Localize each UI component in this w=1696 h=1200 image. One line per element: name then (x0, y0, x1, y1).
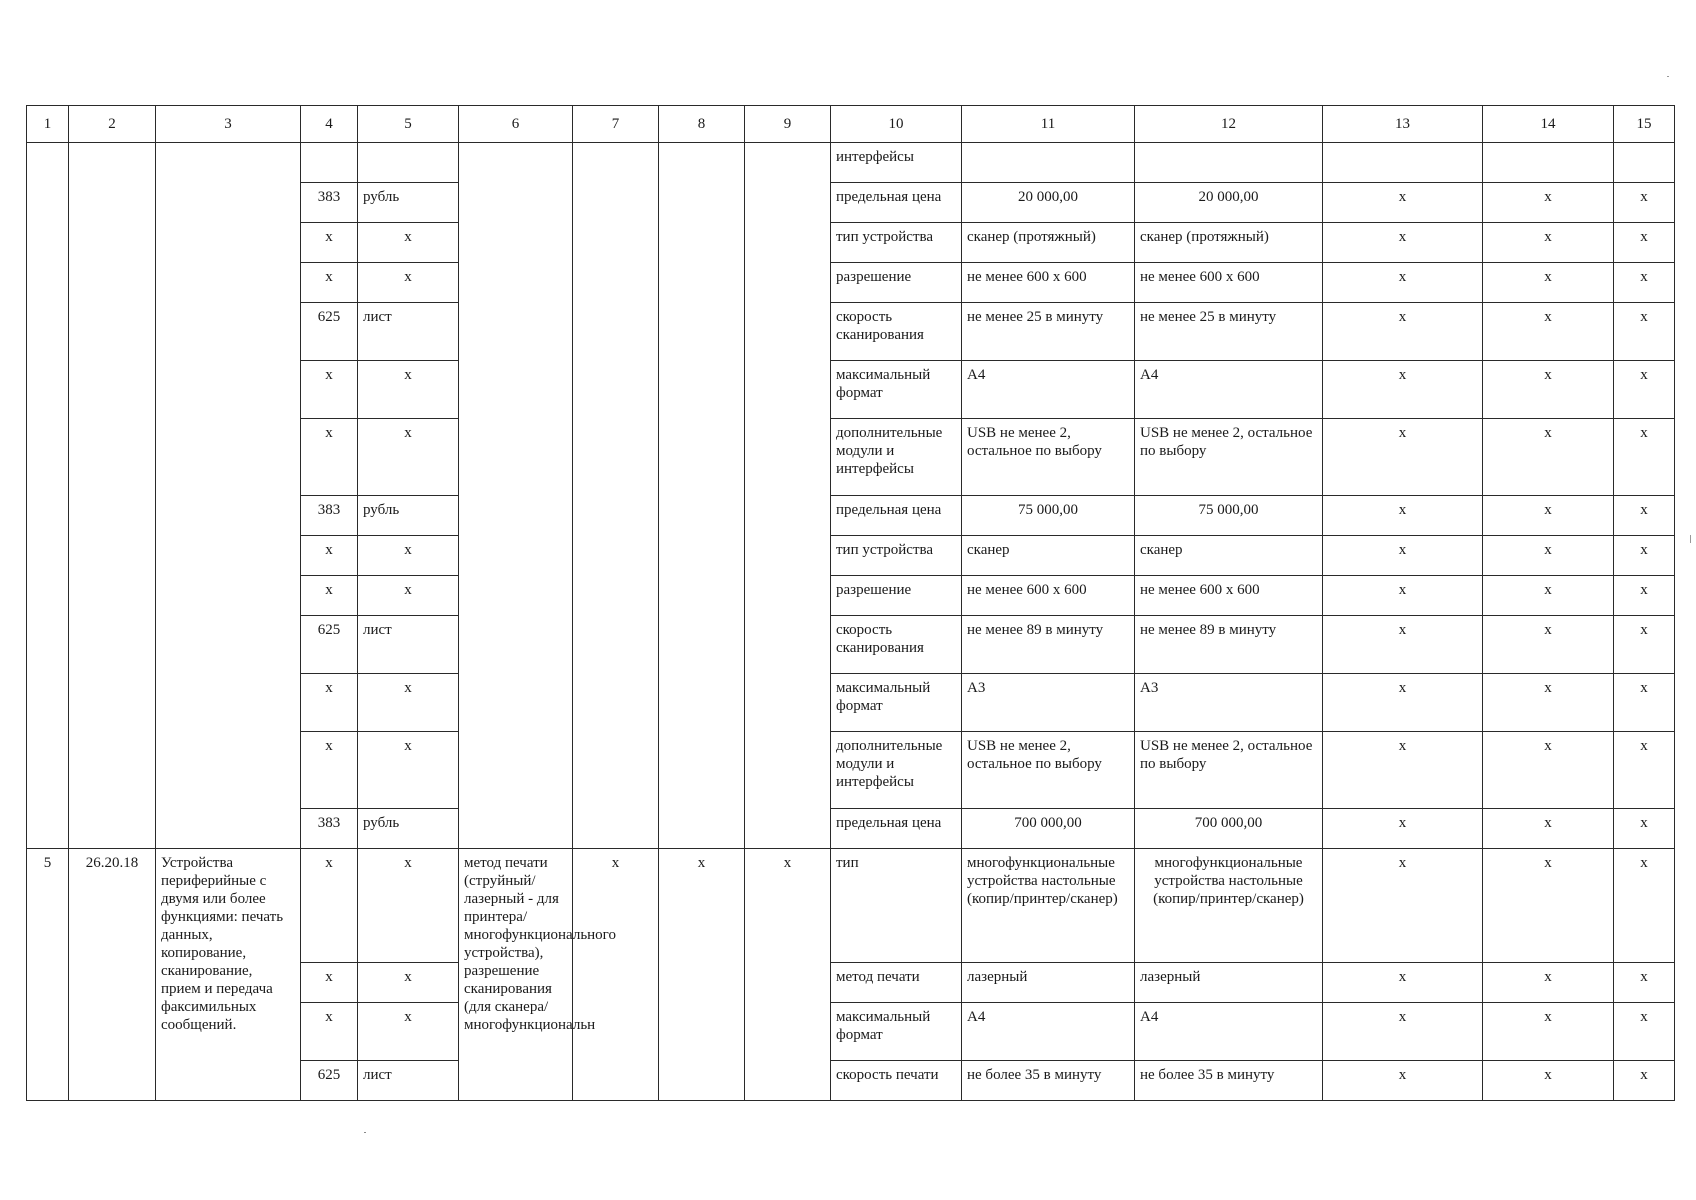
col-13-value: x (1323, 223, 1483, 263)
col-14-value: x (1483, 1003, 1614, 1061)
col-13-value: x (1323, 263, 1483, 303)
column-header: 13 (1323, 106, 1483, 143)
unit-name: лист (358, 616, 459, 674)
col-13-value: x (1323, 809, 1483, 849)
col-15-value: x (1614, 183, 1675, 223)
unit-name: x (358, 674, 459, 732)
param-value-agency: не менее 600 x 600 (1135, 263, 1323, 303)
cont-col-9 (745, 143, 831, 849)
unit-name: x (358, 963, 459, 1003)
cont-col-7 (573, 143, 659, 849)
col-14-value: x (1483, 732, 1614, 809)
param-value-agency: USB не менее 2, остальное по выбору (1135, 732, 1323, 809)
param-value-gov: лазерный (962, 963, 1135, 1003)
param-value-gov: А4 (962, 361, 1135, 419)
param-name: предельная цена (831, 809, 962, 849)
unit-name: лист (358, 1061, 459, 1101)
param-name: скорость печати (831, 1061, 962, 1101)
column-header: 10 (831, 106, 962, 143)
param-name: тип (831, 849, 962, 963)
table-row (27, 143, 1675, 183)
column-header: 11 (962, 106, 1135, 143)
column-header: 5 (358, 106, 459, 143)
param-name: разрешение (831, 263, 962, 303)
okei-code: 625 (301, 616, 358, 674)
param-value-gov: не менее 600 x 600 (962, 576, 1135, 616)
col-14-value: x (1483, 223, 1614, 263)
column-header: 4 (301, 106, 358, 143)
col-15-value (1614, 143, 1675, 183)
col-13-value: x (1323, 732, 1483, 809)
col-13-value: x (1323, 674, 1483, 732)
okei-code: x (301, 732, 358, 809)
col-15-value: x (1614, 1003, 1675, 1061)
col-13-value: x (1323, 303, 1483, 361)
param-name: скорость сканирования (831, 303, 962, 361)
col-15-value: x (1614, 732, 1675, 809)
col-15-value: x (1614, 616, 1675, 674)
col-14-value (1483, 143, 1614, 183)
spec-table (26, 105, 1675, 1101)
okei-code (301, 143, 358, 183)
param-name: дополнительные модули и интерфейсы (831, 732, 962, 809)
col-14-value: x (1483, 849, 1614, 963)
okei-code: x (301, 674, 358, 732)
okei-code: 383 (301, 183, 358, 223)
unit-name: x (358, 536, 459, 576)
okpd2-code: 26.20.18 (69, 849, 156, 1101)
param-value-gov: 75 000,00 (962, 496, 1135, 536)
spec-table-sheet (26, 105, 1675, 1101)
col-14-value: x (1483, 963, 1614, 1003)
unit-name: лист (358, 303, 459, 361)
item-col-7: x (573, 849, 659, 1101)
param-name: максимальный формат (831, 674, 962, 732)
unit-name: x (358, 263, 459, 303)
param-value-agency: А3 (1135, 674, 1323, 732)
param-name: интерфейсы (831, 143, 962, 183)
col-14-value: x (1483, 496, 1614, 536)
column-header: 12 (1135, 106, 1323, 143)
column-header: 2 (69, 106, 156, 143)
unit-name: рубль (358, 496, 459, 536)
param-value-agency: 700 000,00 (1135, 809, 1323, 849)
column-header: 15 (1614, 106, 1675, 143)
col-15-value: x (1614, 1061, 1675, 1101)
unit-name: рубль (358, 809, 459, 849)
param-name: тип устройства (831, 223, 962, 263)
param-value-agency: USB не менее 2, остальное по выбору (1135, 419, 1323, 496)
item-col-9: x (745, 849, 831, 1101)
unit-name: x (358, 732, 459, 809)
cont-col-3 (156, 143, 301, 849)
col-15-value: x (1614, 849, 1675, 963)
unit-name: x (358, 223, 459, 263)
col-14-value: x (1483, 361, 1614, 419)
column-header: 3 (156, 106, 301, 143)
item-note: метод печати (струйный/лазерный - для принтера/многофункционального устройства), разрешение сканирования (для сканера/многофункциональн (459, 849, 573, 1101)
col-15-value: x (1614, 361, 1675, 419)
col-15-value: x (1614, 419, 1675, 496)
okei-code: 625 (301, 1061, 358, 1101)
column-header: 9 (745, 106, 831, 143)
okei-code: x (301, 1003, 358, 1061)
col-14-value: x (1483, 674, 1614, 732)
col-13-value: x (1323, 1061, 1483, 1101)
col-13-value: x (1323, 536, 1483, 576)
item-col-8: x (659, 849, 745, 1101)
scan-speck (1667, 76, 1669, 77)
okei-code: x (301, 263, 358, 303)
col-15-value: x (1614, 536, 1675, 576)
col-14-value: x (1483, 809, 1614, 849)
param-value-agency: 20 000,00 (1135, 183, 1323, 223)
unit-name: x (358, 576, 459, 616)
okei-code: 383 (301, 809, 358, 849)
col-14-value: x (1483, 536, 1614, 576)
param-value-gov: не менее 600 x 600 (962, 263, 1135, 303)
param-value-gov: не более 35 в минуту (962, 1061, 1135, 1101)
column-header: 7 (573, 106, 659, 143)
table-row (27, 849, 1675, 963)
param-name: предельная цена (831, 183, 962, 223)
cont-col-8 (659, 143, 745, 849)
col-13-value: x (1323, 963, 1483, 1003)
param-value-gov: 700 000,00 (962, 809, 1135, 849)
param-value-gov: не менее 89 в минуту (962, 616, 1135, 674)
item-name: Устройства периферийные с двумя или более функциями: печать данных, копирование, сканирование, прием и передача факсимильных сообщений. (156, 849, 301, 1101)
param-name: скорость сканирования (831, 616, 962, 674)
unit-name: x (358, 849, 459, 963)
param-value-agency: 75 000,00 (1135, 496, 1323, 536)
param-value-gov: сканер (962, 536, 1135, 576)
param-value-agency: сканер (протяжный) (1135, 223, 1323, 263)
unit-name (358, 143, 459, 183)
col-15-value: x (1614, 263, 1675, 303)
param-value-agency: не менее 89 в минуту (1135, 616, 1323, 674)
column-header: 8 (659, 106, 745, 143)
col-13-value: x (1323, 616, 1483, 674)
param-value-agency: не более 35 в минуту (1135, 1061, 1323, 1101)
col-14-value: x (1483, 419, 1614, 496)
param-name: предельная цена (831, 496, 962, 536)
okei-code: x (301, 536, 358, 576)
param-value-agency: А4 (1135, 361, 1323, 419)
cont-col-2 (69, 143, 156, 849)
unit-name: x (358, 1003, 459, 1061)
col-13-value: x (1323, 361, 1483, 419)
param-value-gov: 20 000,00 (962, 183, 1135, 223)
param-value-gov: А4 (962, 1003, 1135, 1061)
param-value-agency: не менее 25 в минуту (1135, 303, 1323, 361)
param-value-gov: А3 (962, 674, 1135, 732)
unit-name: x (358, 361, 459, 419)
param-name: тип устройства (831, 536, 962, 576)
col-14-value: x (1483, 183, 1614, 223)
col-15-value: x (1614, 303, 1675, 361)
col-14-value: x (1483, 303, 1614, 361)
col-15-value: x (1614, 576, 1675, 616)
param-value-agency: лазерный (1135, 963, 1323, 1003)
okei-code: x (301, 963, 358, 1003)
col-13-value: x (1323, 849, 1483, 963)
col-15-value: x (1614, 963, 1675, 1003)
cont-col-1 (27, 143, 69, 849)
okei-code: x (301, 419, 358, 496)
param-value-agency: А4 (1135, 1003, 1323, 1061)
okei-code: 383 (301, 496, 358, 536)
param-name: максимальный формат (831, 1003, 962, 1061)
column-header: 1 (27, 106, 69, 143)
col-13-value (1323, 143, 1483, 183)
col-13-value: x (1323, 576, 1483, 616)
scan-speck (1690, 535, 1691, 543)
param-name: максимальный формат (831, 361, 962, 419)
okei-code: x (301, 849, 358, 963)
param-value-agency: не менее 600 x 600 (1135, 576, 1323, 616)
unit-name: x (358, 419, 459, 496)
param-value-gov: не менее 25 в минуту (962, 303, 1135, 361)
item-number: 5 (27, 849, 69, 1101)
col-15-value: x (1614, 496, 1675, 536)
column-header: 6 (459, 106, 573, 143)
scan-speck (364, 1132, 366, 1133)
col-14-value: x (1483, 1061, 1614, 1101)
okei-code: 625 (301, 303, 358, 361)
col-15-value: x (1614, 674, 1675, 732)
col-15-value: x (1614, 223, 1675, 263)
param-value-gov: сканер (протяжный) (962, 223, 1135, 263)
param-value-gov: USB не менее 2, остальное по выбору (962, 419, 1135, 496)
col-15-value: x (1614, 809, 1675, 849)
col-14-value: x (1483, 616, 1614, 674)
okei-code: x (301, 576, 358, 616)
okei-code: x (301, 223, 358, 263)
col-13-value: x (1323, 183, 1483, 223)
unit-name: рубль (358, 183, 459, 223)
param-value-agency: сканер (1135, 536, 1323, 576)
cont-col-6 (459, 143, 573, 849)
col-13-value: x (1323, 1003, 1483, 1061)
col-13-value: x (1323, 419, 1483, 496)
param-name: разрешение (831, 576, 962, 616)
column-header: 14 (1483, 106, 1614, 143)
okei-code: x (301, 361, 358, 419)
param-value-gov: USB не менее 2, остальное по выбору (962, 732, 1135, 809)
param-name: метод печати (831, 963, 962, 1003)
col-14-value: x (1483, 263, 1614, 303)
column-number-row (27, 106, 1675, 143)
param-value-agency (1135, 143, 1323, 183)
col-14-value: x (1483, 576, 1614, 616)
param-name: дополнительные модули и интерфейсы (831, 419, 962, 496)
param-value-agency: многофункциональные устройства настольные (копир/принтер/сканер) (1135, 849, 1323, 963)
col-13-value: x (1323, 496, 1483, 536)
param-value-gov (962, 143, 1135, 183)
param-value-gov: многофункциональные устройства настольные (копир/принтер/сканер) (962, 849, 1135, 963)
